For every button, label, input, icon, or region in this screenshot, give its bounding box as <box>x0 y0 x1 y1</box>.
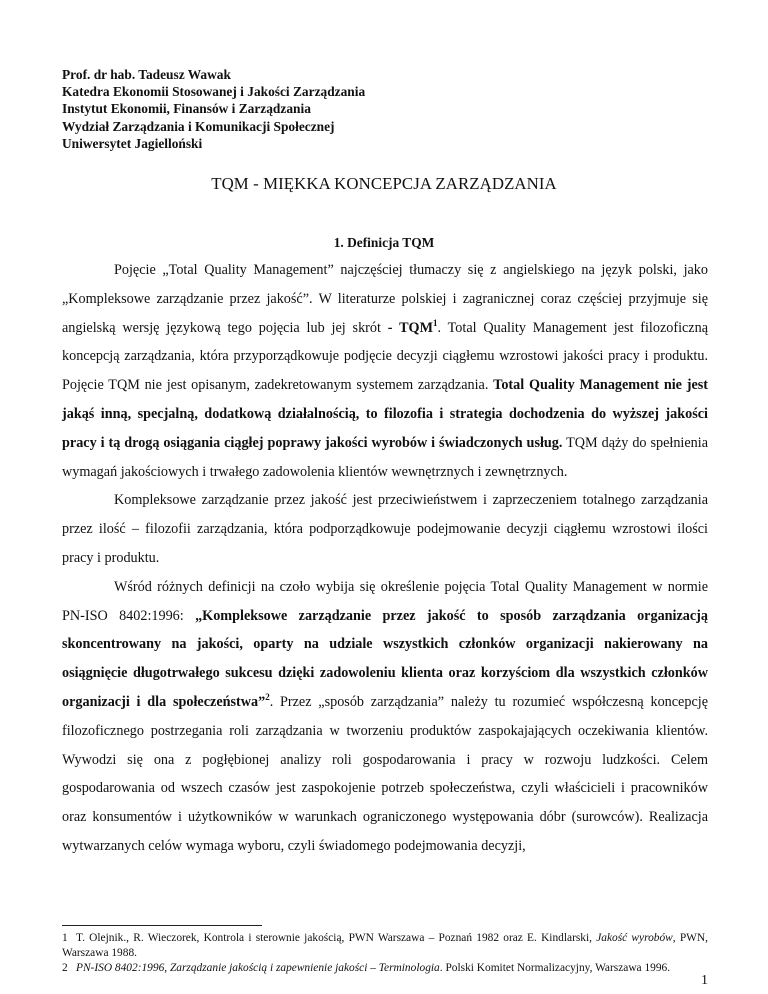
footnote-1-text-end: , PWN, Warszawa 1988. <box>62 932 708 959</box>
paragraph-1-text: Pojęcie „Total Quality Management” najczęściej tłumaczy się z angielskiego na język polski, jako „Kompleksowe zarządzanie przez jakość”. W literaturze polskiej i zagranicznej coraz częściej przyjmuje się angielską wersję językową tego pojęcia lub jej skrót <box>62 262 708 336</box>
footnote-1 <box>62 931 708 960</box>
paragraph-1-text-end: TQM dąży do spełnienia wymagań jakościowych i trwałego zadowolenia klientów wewnętrznych i zewnętrznych. <box>62 434 708 480</box>
footnote-1-italic-title: Jakość wyrobów <box>596 932 673 944</box>
paragraph-3-text-cont: . Przez „sposób zarządzania” należy tu rozumieć współczesną koncepcję filozoficznego postrzegania roli zarządzania w tworzeniu produktów zaspokajających oczekiwania klientów. Wywodzi się ona z pogłębionej analizy roli gospodarowania i pracy w rozwoju ludzkości. Celem gospodarowania od wszech czasów jest zaspokojenie potrzeb społeczeństwa, czyli właścicieli i pracowników oraz konsumentów i użytkowników w warunkach ograniczonego występowania dóbr (surowców). Realizacja wytwarzanych celów wymaga wyboru, czyli świadomego podejmowania decyzji, <box>62 693 708 854</box>
page-number: 1 <box>701 973 708 988</box>
paragraph-1-bold-statement: Total Quality Management nie jest jakąś inną, specjalną, dodatkową działalnością, to filozofia i strategia dochodzenia do wyższej jakości pracy i tą drogą osiągania ciągłej poprawy jakości wyrobów i świadczonych usług. <box>62 377 708 451</box>
section-heading: 1. Definicja TQM <box>333 235 435 250</box>
footnote-2 <box>62 961 708 976</box>
document-title: TQM - MIĘKKA KONCEPCJA ZARZĄDZANIA <box>211 174 557 193</box>
paragraph-3-definition-quote: „Kompleksowe zarządzanie przez jakość to sposób zarządzania organizacją skoncentrowany na jakości, oparty na udziale wszystkich członków organizacji nakierowany na osiągnięcie długotrwałego sukcesu dzięki zadowoleniu klienta oraz korzyściom dla wszystkich członków organizacji i dla społeczeństwa” <box>62 607 708 710</box>
author-block <box>62 66 365 152</box>
author-faculty: Wydział Zarządzania i Komunikacji Społecznej <box>62 118 335 134</box>
author-name: Prof. dr hab. Tadeusz Wawak <box>62 67 231 82</box>
body-text <box>62 256 708 861</box>
footnote-ref-1[interactable]: 1 <box>432 317 438 328</box>
paragraph-2: Kompleksowe zarządzanie przez jakość jest przeciwieństwem i zaprzeczeniem totalnego zarządzania przez ilość – filozofii zarządzania, która podporządkowuje podejmowanie decyzji ciągłemu wzrostowi ilości pracy i produktu. <box>62 492 708 566</box>
footnote-2-number: 2 <box>62 962 68 974</box>
footnote-2-text: . Polski Komitet Normalizacyjny, Warszawa 1996. <box>439 962 671 974</box>
footnote-2-italic-title: PN-ISO 8402:1996, Zarządzanie jakością i zapewnienie jakości – Terminologia <box>76 962 440 974</box>
author-institute: Instytut Ekonomii, Finansów i Zarządzania <box>62 101 311 117</box>
author-university: Uniwersytet Jagielloński <box>62 135 203 151</box>
tqm-abbreviation: - TQM <box>387 319 433 336</box>
paragraph-3-text: Wśród różnych definicji na czoło wybija się określenie pojęcia Total Quality Management w normie PN-ISO 8402:1996: <box>62 578 708 624</box>
author-department: Katedra Ekonomii Stosowanej i Jakości Zarządzania <box>62 84 366 100</box>
paragraph-1 <box>62 256 708 486</box>
footnote-1-number: 1 <box>62 932 68 944</box>
footnote-1-text: T. Olejnik., R. Wieczorek, Kontrola i sterownie jakością, PWN Warszawa – Poznań 1982 oraz E. Kindlarski, <box>76 932 597 944</box>
paragraph-1-text-cont: . Total Quality Management jest filozoficzną koncepcją zarządzania, która przyporządkowuje podjęcie decyzji ciągłemu wzrostowi jakości pracy i produktu. Pojęcie TQM nie jest opisanym, zadekretowanym systemem zarządzania. <box>62 319 708 394</box>
footnote-separator <box>62 925 262 926</box>
footnote-ref-2[interactable]: 2 <box>265 691 270 702</box>
paragraph-3 <box>62 573 708 861</box>
